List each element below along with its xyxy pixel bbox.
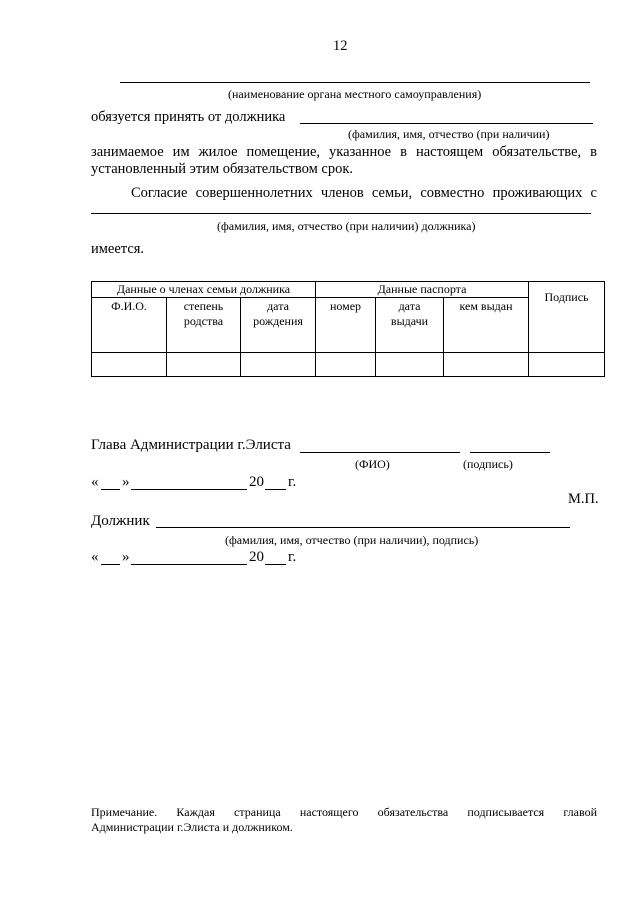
family-debtor-line [91,213,591,214]
table-cell[interactable] [241,353,316,377]
table-cell[interactable] [376,353,444,377]
debtor-name-caption: (фамилия, имя, отчество (при наличии) [348,127,550,141]
year-line[interactable] [265,489,286,490]
consent-text: Согласие совершеннолетних членов семьи, совместно проживающих с [131,185,597,201]
table-row [92,353,605,377]
debtor-name-line [300,123,593,124]
column-header-number: номер [316,298,376,353]
table-cell[interactable] [316,353,376,377]
fio-caption: (ФИО) [355,457,390,471]
date-close-quote: » [122,474,130,490]
seal-place: М.П. [568,491,599,507]
page-number: 12 [333,38,348,54]
debtor-label: Должник [91,513,150,529]
date-close-quote: » [122,549,130,565]
head-sign-line [470,452,550,453]
head-fio-line [300,452,460,453]
table-cell[interactable] [529,353,605,377]
column-header-fio: Ф.И.О. [92,298,167,353]
family-debtor-caption: (фамилия, имя, отчество (при наличии) должника) [217,219,476,233]
year-line[interactable] [265,564,286,565]
column-header-birth-date: дата рождения [241,298,316,353]
date-open-quote: « [91,474,99,490]
debtor-sign-line [156,527,570,528]
organ-name-caption: (наименование органа местного самоуправления) [228,87,482,101]
paragraph-line-2: установленный этим обязательством срок. [91,161,353,177]
note-line-1: Примечание. Каждая страница настоящего обязательства подписывается главой [91,805,597,819]
header-signature: Подпись [529,282,605,353]
paragraph-line-1: занимаемое им жилое помещение, указанное в настоящем обязательстве, в [91,144,597,160]
day-line[interactable] [101,489,120,490]
table-cell[interactable] [92,353,167,377]
header-family-data: Данные о членах семьи должника [92,282,316,298]
column-header-kinship: степень родства [167,298,241,353]
family-members-table [91,281,605,377]
year-prefix: 20 [249,474,264,490]
year-prefix: 20 [249,549,264,565]
column-header-issued-by: кем выдан [444,298,529,353]
organ-name-line [120,82,590,83]
exists-text: имеется. [91,241,145,257]
year-suffix: г. [288,474,297,490]
header-passport-data: Данные паспорта [316,282,529,298]
column-header-issue-date: дата выдачи [376,298,444,353]
day-line[interactable] [101,564,120,565]
debtor-sign-caption: (фамилия, имя, отчество (при наличии), подпись) [225,533,479,547]
date-open-quote: « [91,549,99,565]
year-suffix: г. [288,549,297,565]
month-line[interactable] [131,489,247,490]
note-line-2: Администрации г.Элиста и должником. [91,820,293,834]
month-line[interactable] [131,564,247,565]
sign-caption: (подпись) [463,457,513,471]
table-cell[interactable] [167,353,241,377]
obligation-text: обязуется принять от должника [91,109,286,125]
table-cell[interactable] [444,353,529,377]
head-label: Глава Администрации г.Элиста [91,437,291,453]
